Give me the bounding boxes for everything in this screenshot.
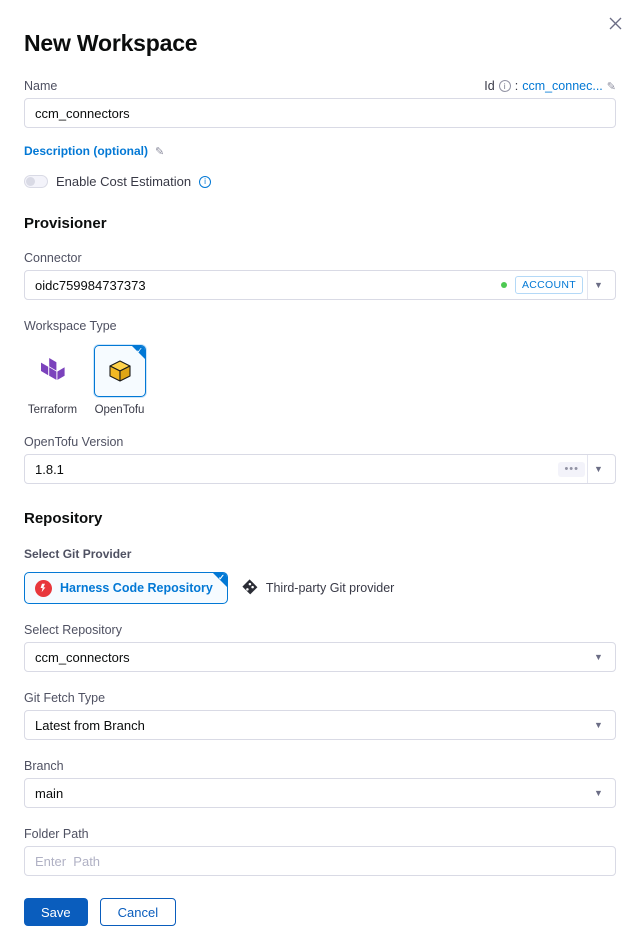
git-provider-option-third-party[interactable] [242,579,395,598]
branch-label: Branch [24,759,64,773]
branch-value: main [35,785,64,801]
chevron-down-icon[interactable]: ▼ [594,720,603,730]
repository-section-title: Repository [24,510,103,527]
chevron-down-icon[interactable]: ▼ [594,788,603,798]
git-fetch-type-dropdown[interactable] [24,710,616,740]
chevron-down-icon[interactable]: ▼ [587,271,609,299]
opentofu-version-select[interactable] [24,454,616,484]
opentofu-version-value: 1.8.1 [35,461,64,477]
id-label: Id [484,79,495,93]
cancel-button[interactable]: Cancel [100,898,176,926]
workspace-type-option-terraform[interactable] [24,345,81,416]
name-label: Name [24,79,58,93]
info-icon[interactable]: i [499,80,511,92]
git-fetch-type-label: Git Fetch Type [24,691,106,705]
opentofu-version-label: OpenTofu Version [24,435,124,449]
opentofu-card[interactable] [94,345,146,397]
enable-cost-estimation-toggle[interactable] [24,175,48,188]
harness-provider-label: Harness Code Repository [60,581,213,595]
chevron-down-icon[interactable]: ▼ [587,455,609,483]
info-icon[interactable]: i [199,176,211,188]
cost-estimation-row [24,174,616,189]
git-provider-label: Select Git Provider [24,547,132,561]
terraform-label: Terraform [27,404,78,416]
id-value[interactable]: ccm_connec... [522,79,603,93]
description-link[interactable]: Description (optional) [24,144,148,158]
scope-badge: ACCOUNT [515,276,583,294]
branch-dropdown[interactable] [24,778,616,808]
toggle-knob [26,177,35,186]
select-repository-label: Select Repository [24,623,122,637]
dialog-footer [24,898,616,926]
folder-path-input[interactable] [24,846,616,876]
select-repository-value: ccm_connectors [35,649,130,665]
opentofu-icon [107,358,133,384]
check-icon: ✓ [136,346,143,355]
loading-icon: ••• [558,462,585,477]
git-provider-options [24,572,616,604]
workspace-type-option-opentofu[interactable] [91,345,148,416]
connector-value: oidc759984737373 [35,277,146,293]
git-provider-option-harness[interactable] [24,572,228,604]
status-dot-icon [501,282,507,288]
git-icon [242,579,258,598]
name-input[interactable] [24,98,616,128]
cost-estimation-label: Enable Cost Estimation [56,174,192,189]
check-icon: ✓ [218,573,225,582]
page-title: New Workspace [24,30,198,56]
name-label-row [24,79,616,93]
save-button[interactable]: Save [24,898,88,926]
chevron-down-icon[interactable]: ▼ [594,652,603,662]
pencil-icon[interactable]: ✎ [155,145,165,158]
pencil-icon[interactable]: ✎ [606,80,616,93]
third-party-provider-label: Third-party Git provider [265,581,395,595]
select-repository-dropdown[interactable] [24,642,616,672]
terraform-icon [41,358,65,384]
id-separator: : [514,79,519,93]
terraform-card[interactable] [27,345,79,397]
connector-select[interactable] [24,270,616,300]
workspace-type-options [24,345,616,416]
close-icon[interactable] [602,10,628,36]
description-row [24,144,616,158]
provisioner-section-title: Provisioner [24,215,107,232]
connector-label: Connector [24,251,82,265]
workspace-type-label: Workspace Type [24,319,117,333]
harness-icon [35,580,52,597]
workspace-id-group [484,79,616,93]
opentofu-label: OpenTofu [94,404,145,416]
git-fetch-type-value: Latest from Branch [35,717,145,733]
folder-path-label: Folder Path [24,827,89,841]
